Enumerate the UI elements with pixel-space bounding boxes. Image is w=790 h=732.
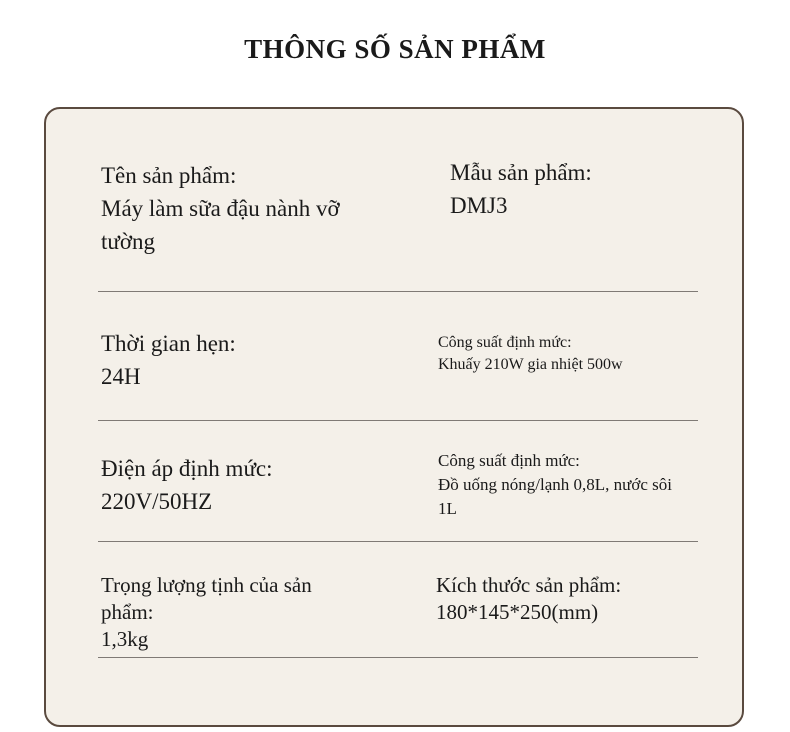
page-title: THÔNG SỐ SẢN PHẨM [244, 34, 546, 64]
spec-model [450, 156, 710, 222]
spec-dimensions [436, 572, 696, 626]
spec-label: Công suất định mức: [438, 334, 572, 351]
spec-value: Khuấy 210W gia nhiệt 500w [438, 356, 623, 373]
row-divider [98, 541, 698, 542]
spec-card [44, 107, 744, 727]
spec-value: 180*145*250(mm) [436, 600, 599, 624]
spec-value: DMJ3 [450, 193, 508, 218]
spec-label: Trọng lượng tịnh của sản phẩm: [101, 573, 312, 624]
spec-rated-voltage [101, 452, 391, 518]
spec-value: Máy làm sữa đậu nành vỡ tường [101, 196, 340, 254]
spec-label: Thời gian hẹn: [101, 331, 236, 356]
row-divider [98, 657, 698, 658]
spec-label: Công suất định mức: [438, 451, 580, 470]
spec-label: Điện áp định mức: [101, 456, 273, 481]
spec-label: Tên sản phẩm: [101, 163, 237, 188]
spec-product-name [101, 159, 371, 258]
spec-label: Mẫu sản phẩm: [450, 160, 592, 185]
spec-timer [101, 327, 391, 393]
spec-value: Đồ uống nóng/lạnh 0,8L, nước sôi 1L [438, 475, 672, 518]
spec-net-weight [101, 572, 326, 653]
spec-value: 220V/50HZ [101, 489, 213, 514]
spec-value: 1,3kg [101, 627, 149, 651]
row-divider [98, 420, 698, 421]
spec-value: 24H [101, 364, 141, 389]
row-divider [98, 291, 698, 292]
spec-label: Kích thước sản phẩm: [436, 573, 622, 597]
spec-rated-capacity [438, 449, 678, 521]
spec-rated-power [438, 332, 698, 376]
